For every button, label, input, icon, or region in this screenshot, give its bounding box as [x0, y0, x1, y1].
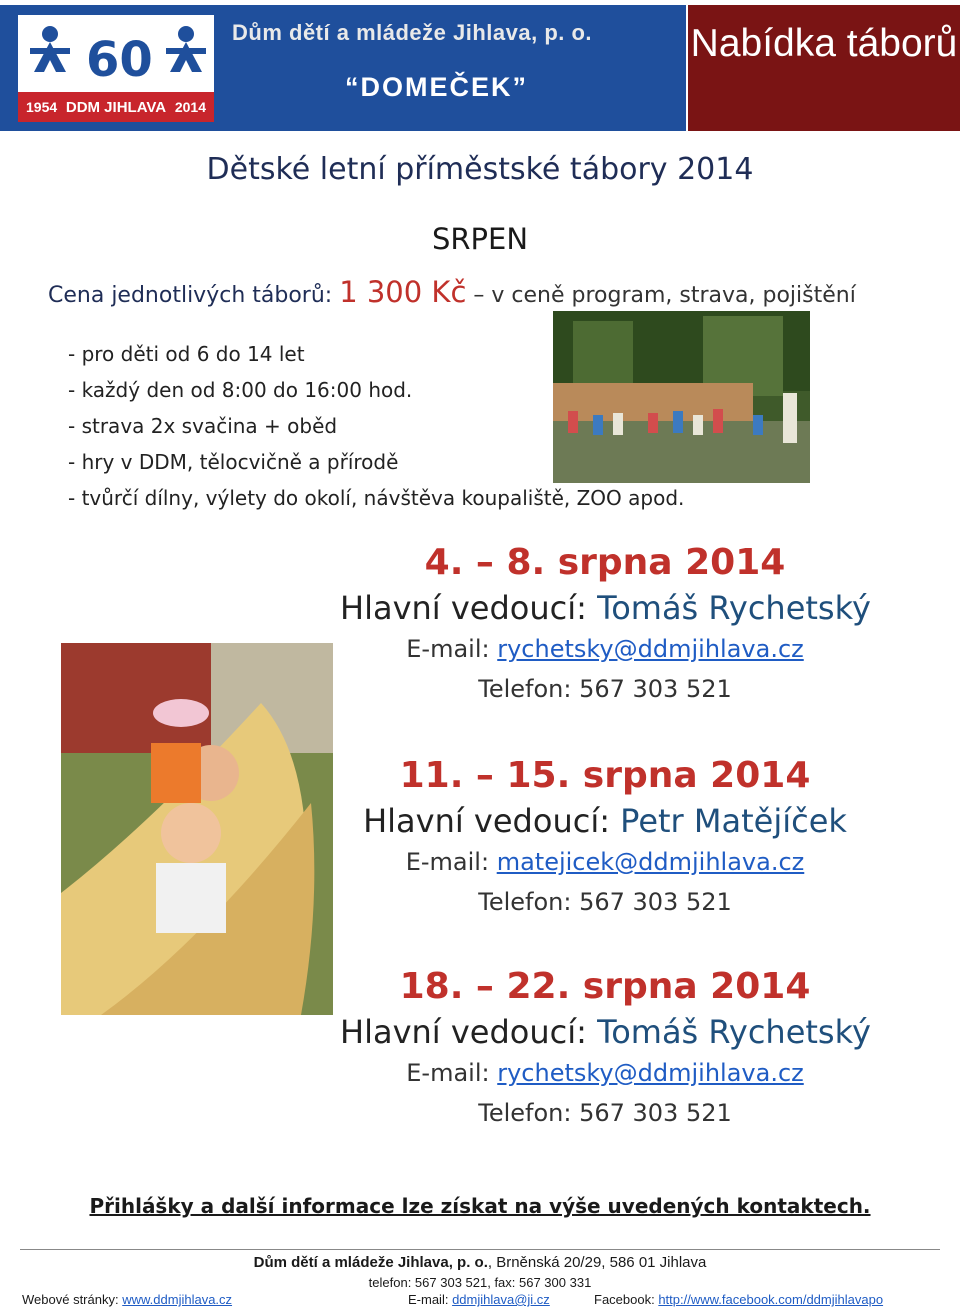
- footer-phone: telefon: 567 303 521, fax: 567 300 331: [368, 1275, 592, 1290]
- footer-web-label: Webové stránky:: [22, 1292, 119, 1307]
- footer-web: [22, 1292, 232, 1307]
- logo-year-start: 1954: [26, 99, 58, 115]
- email-label: E-mail:: [405, 848, 490, 876]
- org-title: Dům dětí a mládeže Jihlava, p. o.: [232, 20, 593, 45]
- list-item: - tvůrčí dílny, výlety do okolí, návštěva koupaliště, ZOO apod.: [68, 486, 685, 510]
- footer-address: [0, 1254, 960, 1271]
- offer-title: Nabídka táborů: [690, 22, 958, 65]
- term-dates: 4. – 8. srpna 2014: [424, 542, 786, 583]
- list-item: - pro děti od 6 do 14 let: [68, 342, 305, 366]
- logo-number: 60: [86, 32, 153, 88]
- term-phone: Telefon: 567 303 521: [478, 888, 732, 916]
- price-dash: –: [473, 283, 485, 308]
- price-amount: 1 300 Kč: [339, 275, 467, 309]
- logo-year-end: 2014: [174, 99, 206, 115]
- price-includes: v ceně program, strava, pojištění: [491, 283, 856, 308]
- signup-note: Přihlášky a další informace lze získat na výše uvedených kontaktech.: [89, 1194, 871, 1218]
- slide-children-photo: [61, 643, 333, 1015]
- term-email: [340, 1059, 870, 1087]
- term-block: [340, 755, 870, 916]
- term-email: [340, 848, 870, 876]
- footer-email: [408, 1292, 550, 1307]
- term-block: [340, 542, 870, 703]
- term-leader: [340, 1013, 870, 1051]
- ddm-60-logo-figures: [28, 22, 208, 92]
- footer-fb-label: Facebook:: [594, 1292, 655, 1307]
- term-block: [340, 966, 870, 1127]
- term-phone: Telefon: 567 303 521: [478, 1099, 732, 1127]
- footer-facebook: [594, 1292, 883, 1307]
- footer-fb-link[interactable]: http://www.facebook.com/ddmjihlavapo: [658, 1292, 884, 1307]
- term-leader: [340, 589, 870, 627]
- price-line: [48, 275, 856, 309]
- email-link[interactable]: matejicek@ddmjihlava.cz: [496, 848, 805, 876]
- footer-divider: [20, 1249, 940, 1250]
- footer-email-link[interactable]: ddmjihlava@ji.cz: [452, 1292, 550, 1307]
- term-email: [340, 635, 870, 663]
- email-link[interactable]: rychetsky@ddmjihlava.cz: [497, 1059, 804, 1087]
- term-phone: Telefon: 567 303 521: [478, 675, 732, 703]
- price-label: Cena jednotlivých táborů:: [48, 283, 333, 308]
- leader-name: Tomáš Rychetský: [597, 589, 871, 627]
- camp-group-photo: [553, 311, 810, 483]
- term-leader: [340, 802, 870, 840]
- footer-web-link[interactable]: www.ddmjihlava.cz: [122, 1292, 233, 1307]
- footer-org-name: Dům dětí a mládeže Jihlava, p. o.: [253, 1254, 488, 1271]
- email-link[interactable]: rychetsky@ddmjihlava.cz: [497, 635, 804, 663]
- logo-year-bar: [18, 92, 214, 122]
- logo-brand: DDM JIHLAVA: [65, 98, 167, 116]
- email-label: E-mail:: [406, 635, 490, 663]
- leader-label: Hlavní vedoucí:: [340, 589, 587, 627]
- month-heading: SRPEN: [431, 222, 529, 256]
- leader-label: Hlavní vedoucí:: [363, 802, 610, 840]
- footer-email-label: E-mail:: [408, 1292, 449, 1307]
- org-nickname: “DOMEČEK”: [345, 72, 529, 102]
- leader-name: Tomáš Rychetský: [597, 1013, 871, 1051]
- term-dates: 11. – 15. srpna 2014: [399, 755, 811, 796]
- list-item: - hry v DDM, tělocvičně a přírodě: [68, 450, 399, 474]
- email-label: E-mail:: [406, 1059, 490, 1087]
- leader-label: Hlavní vedoucí:: [340, 1013, 587, 1051]
- leader-name: Petr Matějíček: [620, 802, 847, 840]
- list-item: - strava 2x svačina + oběd: [68, 414, 338, 438]
- page-title: Dětské letní příměstské tábory 2014: [206, 152, 754, 187]
- term-dates: 18. – 22. srpna 2014: [399, 966, 811, 1007]
- footer-address-text: , Brněnská 20/29, 586 01 Jihlava: [487, 1254, 707, 1271]
- list-item: - každý den od 8:00 do 16:00 hod.: [68, 378, 413, 402]
